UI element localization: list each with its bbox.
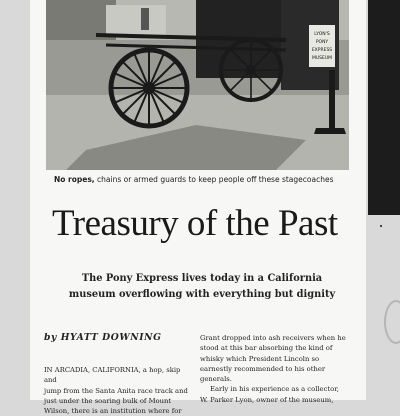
right-line: earnestly recommended to his other — [200, 364, 326, 373]
right-line: generals. — [200, 375, 232, 384]
right-line: W. Parker Lyon, owner of the museum, — [200, 395, 334, 404]
adjacent-page-dark-edge — [368, 0, 400, 215]
byline: by HYATT DOWNING — [44, 332, 162, 343]
sign-line-3: EXPRESS — [311, 48, 333, 53]
sign-line-1: LYON'S — [314, 32, 330, 37]
right-column-text — [200, 333, 355, 405]
sign-line-2: PONY — [315, 40, 329, 45]
stagecoach-photo — [46, 0, 349, 170]
sign-line-4: MUSEUM — [311, 56, 333, 61]
left-line: Wilson, there is an institution where for — [44, 407, 182, 416]
right-line: Grant dropped into ash receivers when he — [200, 334, 346, 342]
right-line: Early in his experience as a collector, — [210, 385, 339, 394]
left-line: just under the soaring bulk of Mount — [44, 396, 172, 405]
right-line: whisky which President Lincoln so — [200, 354, 320, 363]
scan-smudge — [384, 300, 400, 344]
article-title: Treasury of the Past — [52, 203, 338, 244]
left-line: jump from the Santa Anita race track and — [44, 386, 188, 395]
wagon-wheel-large — [111, 50, 187, 126]
article-subtitle — [62, 271, 342, 303]
right-line: stood at this bar absorbing the kind of — [200, 344, 333, 353]
left-line: IN ARCADIA, CALIFORNIA, a hop, skip and — [44, 366, 181, 385]
subtitle-line-2: museum overflowing with everything but dignity — [68, 289, 336, 300]
caption-text: chains or armed guards to keep people off these stagecoaches — [94, 175, 334, 184]
caption-bold: No ropes, — [54, 175, 95, 184]
left-column-text — [44, 365, 194, 416]
magazine-page — [30, 0, 366, 416]
scan-mark — [380, 225, 382, 227]
subtitle-line-1: The Pony Express lives today in a California — [81, 273, 323, 284]
photo-caption — [54, 175, 354, 184]
wagon-wheel-small — [221, 40, 281, 100]
